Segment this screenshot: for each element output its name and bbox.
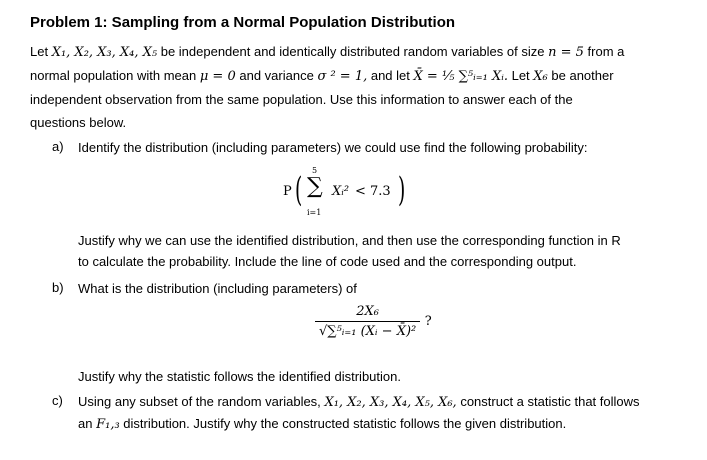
part-a-formula [283, 166, 423, 222]
summand-math: Xᵢ² [332, 184, 350, 199]
part-c-text-span: Using any subset of the random variables, [78, 394, 321, 409]
left-paren: ( [295, 170, 303, 210]
sample-size-math: n = 5 [548, 45, 584, 60]
intro-text: and let [370, 68, 410, 83]
fraction [315, 304, 420, 339]
question-mark: ? [424, 314, 432, 329]
probability-symbol: P [283, 184, 292, 199]
part-c-line-1 [78, 391, 688, 413]
intro-text: be independent and identically distributed random variables of size [160, 44, 545, 59]
part-c-text-span: construct a statistic that follows [460, 394, 640, 409]
intro-text: Let [511, 68, 530, 83]
intro-text: and variance [239, 68, 314, 83]
intro-line-3: independent observation from the same population. Use this information to answer each of the [30, 92, 573, 107]
part-b-formula [315, 304, 432, 339]
part-c-text-span: an [78, 416, 93, 431]
problem-title: Problem 1: Sampling from a Normal Population Distribution [30, 14, 456, 31]
intro-line-1 [30, 40, 680, 64]
variables-math: X₁, X₂, X₃, X₄, X₅, X₆, [324, 395, 457, 410]
part-a-question: Identify the distribution (including parameters) we could use find the following probability: [78, 140, 588, 155]
variables-math: X₁, X₂, X₃, X₄, X₅ [51, 45, 158, 60]
part-a-justify-line-1: Justify why we can use the identified distribution, and then use the corresponding function in R [78, 233, 621, 248]
intro-text: Let [30, 44, 49, 59]
part-c-text [78, 391, 688, 435]
part-c-text-span: distribution. Justify why the constructed statistic follows the given distribution. [123, 416, 567, 431]
f-distribution-math: F₁,₃ [96, 417, 120, 432]
part-b-question: What is the distribution (including parameters) of [78, 281, 357, 296]
part-a-justify-line-2: to calculate the probability. Include the line of code used and the corresponding output. [78, 254, 577, 269]
sum-upper-limit: 5 [312, 166, 318, 175]
inequality-math: < 7.3 [355, 184, 391, 199]
sum-symbol: ∑ [307, 174, 323, 199]
part-b-label: b) [52, 280, 64, 295]
part-b-justify: Justify why the statistic follows the identified distribution. [78, 369, 401, 384]
variance-math: σ ² = 1, [317, 69, 368, 84]
part-a-label: a) [52, 139, 64, 154]
intro-line-4: questions below. [30, 115, 127, 130]
intro-text: be another [551, 68, 614, 83]
right-paren: ) [398, 170, 406, 210]
mean-math: μ = 0 [199, 69, 236, 84]
fraction-numerator: 2X₆ [356, 304, 379, 319]
part-c-line-2 [78, 413, 688, 435]
intro-paragraph [30, 40, 680, 134]
intro-text: from a [587, 44, 625, 59]
part-c-label: c) [52, 393, 63, 408]
x6-math: X₆ [533, 69, 548, 84]
sample-mean-math: X̄ = ¹⁄₅ ∑⁵ᵢ₌₁ Xᵢ. [413, 69, 508, 84]
intro-line-2 [30, 64, 680, 88]
part-a-justify [78, 230, 688, 272]
intro-text: normal population with mean [30, 68, 197, 83]
fraction-denominator: √∑⁵ᵢ₌₁ (Xᵢ − X̄)² [315, 321, 420, 339]
sum-lower-limit: i=1 [307, 208, 322, 217]
